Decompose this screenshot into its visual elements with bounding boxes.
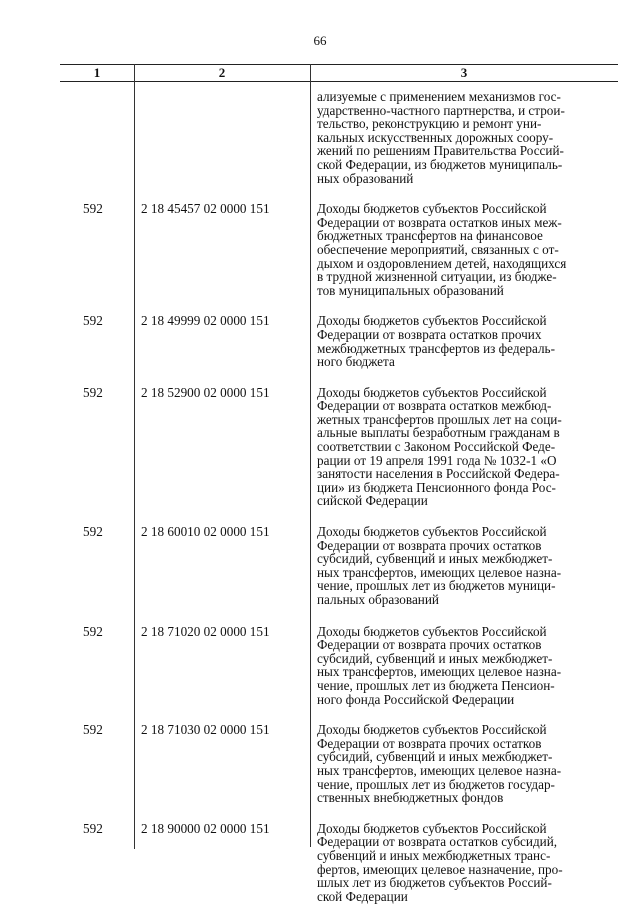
admin-code-cell: [60, 90, 134, 185]
description-line: чение, прошлых лет из бюджета Пенсион-: [317, 677, 555, 693]
description-line: Доходы бюджетов субъектов Российской: [317, 201, 547, 217]
description-line: Федерации от возврата прочих остатков: [317, 537, 542, 553]
header-col-3: 3: [460, 65, 468, 80]
description-line: субсидий, субвенций и иных межбюджет-: [317, 650, 553, 666]
description-line: ственных внебюджетных фондов: [317, 790, 504, 806]
description-line: ализуемые с применением механизмов гос-: [317, 89, 561, 104]
description-line: Доходы бюджетов субъектов Российской: [317, 524, 547, 540]
budget-classification-code-cell: 2 18 45457 02 0000 151: [141, 201, 270, 217]
description-line: Федерации от возврата остатков межбюд-: [317, 398, 552, 414]
description-line: чение, прошлых лет из бюджетов государ-: [317, 776, 555, 792]
description-line: тельство, реконструкцию и ремонт уни-: [317, 116, 542, 132]
description-line: сийской Федерации: [317, 493, 428, 509]
description-line: ных трансфертов, имеющих целевое назна-: [317, 762, 562, 778]
description-line: чение, прошлых лет из бюджетов муници-: [317, 578, 556, 594]
admin-code-cell: 592: [83, 524, 103, 540]
description-line: межбюджетных трансфертов из федераль-: [317, 340, 555, 356]
description-line: субсидий, субвенций и иных межбюджет-: [317, 749, 553, 765]
header-col-2: 2: [218, 65, 226, 80]
description-line: ударственно-частного партнерства, и строи-: [317, 102, 565, 118]
table-row: [60, 314, 618, 368]
budget-classification-code-cell: 2 18 60010 02 0000 151: [141, 524, 270, 540]
description-line: ской Федерации, из бюджетов муниципаль-: [317, 156, 563, 172]
description-line: субсидий, субвенций и иных межбюджет-: [317, 551, 553, 567]
header-col-1: 1: [93, 65, 101, 80]
description-line: Федерации от возврата прочих остатков: [317, 735, 542, 751]
description-line: ции» из бюджета Пенсионного фонда Рос-: [317, 479, 556, 495]
description-line: ных трансфертов, имеющих целевое назна-: [317, 564, 562, 580]
description-line: альные выплаты безработным гражданам в: [317, 425, 560, 441]
description-line: субвенций и иных межбюджетных транс-: [317, 847, 551, 863]
budget-classification-code-cell: 2 18 49999 02 0000 151: [141, 313, 270, 329]
description-line: Доходы бюджетов субъектов Российской: [317, 313, 547, 329]
description-line: кальных искусственных дорожных соору-: [317, 129, 554, 145]
description-line: Доходы бюджетов субъектов Российской: [317, 722, 547, 738]
budget-classification-code-cell: 2 18 90000 02 0000 151: [141, 820, 270, 836]
table-body: [60, 90, 618, 903]
description-line: Федерации от возврата остатков иных меж-: [317, 214, 562, 230]
description-line: обеспечение мероприятий, связанных с от-: [317, 241, 559, 257]
revenue-description-cell: [310, 525, 618, 607]
table-row: [60, 822, 618, 904]
table-row: [60, 723, 618, 805]
admin-code-cell: 592: [83, 623, 103, 639]
description-line: Доходы бюджетов субъектов Российской: [317, 384, 547, 400]
description-line: Доходы бюджетов субъектов Российской: [317, 623, 547, 639]
description-line: фертов, имеющих целевое назначение, про-: [317, 861, 563, 877]
description-line: ской Федерации: [317, 888, 408, 904]
revenue-description-cell: [310, 723, 618, 805]
description-line: Федерации от возврата остатков прочих: [317, 326, 542, 342]
description-line: в трудной жизненной ситуации, из бюдже-: [317, 269, 557, 285]
revenue-description-cell: [310, 386, 618, 508]
table-row: [60, 90, 618, 185]
description-line: жетных трансфертов прошлых лет на соци-: [317, 411, 562, 427]
table-row: [60, 625, 618, 707]
description-line: Доходы бюджетов субъектов Российской: [317, 820, 547, 836]
table-row: [60, 386, 618, 508]
description-line: соответствии с Законом Российской Феде-: [317, 439, 556, 455]
budget-classification-code-cell: 2 18 71030 02 0000 151: [141, 722, 270, 738]
revenue-description-cell: [310, 202, 618, 297]
admin-code-cell: 592: [83, 722, 103, 738]
description-line: Федерации от возврата прочих остатков: [317, 637, 542, 653]
admin-code-cell: 592: [83, 201, 103, 217]
description-line: жений по решениям Правительства Россий-: [317, 143, 564, 159]
description-line: рации от 19 апреля 1991 года № 1032-1 «О: [317, 452, 557, 468]
description-line: ных образований: [317, 170, 414, 186]
budget-classification-code-cell: 2 18 52900 02 0000 151: [141, 384, 270, 400]
revenue-description-cell: [310, 90, 618, 185]
description-line: занятости населения в Российской Федера-: [317, 466, 560, 482]
description-line: Федерации от возврата остатков субсидий,: [317, 834, 558, 850]
budget-codes-table: [60, 64, 618, 903]
description-line: тов муниципальных образований: [317, 282, 504, 298]
description-line: ного бюджета: [317, 354, 395, 370]
description-line: пальных образований: [317, 592, 439, 607]
page-number: 66: [313, 33, 327, 48]
budget-classification-code-cell: 2 18 71020 02 0000 151: [141, 623, 270, 639]
revenue-description-cell: [310, 625, 618, 707]
budget-classification-code-cell: [134, 90, 310, 185]
description-line: ных трансфертов, имеющих целевое назна-: [317, 664, 562, 680]
revenue-description-cell: [310, 314, 618, 368]
table-row: [60, 202, 618, 297]
admin-code-cell: 592: [83, 820, 103, 836]
admin-code-cell: 592: [83, 313, 103, 329]
description-line: дыхом и оздоровлением детей, находящихся: [317, 255, 567, 271]
table-row: [60, 525, 618, 607]
revenue-description-cell: [310, 822, 618, 904]
table-header: [60, 64, 618, 82]
description-line: бюджетных трансфертов на финансовое: [317, 228, 543, 244]
description-line: шлых лет из бюджетов субъектов Россий-: [317, 875, 552, 891]
admin-code-cell: 592: [83, 384, 103, 400]
description-line: ного фонда Российской Федерации: [317, 691, 515, 707]
